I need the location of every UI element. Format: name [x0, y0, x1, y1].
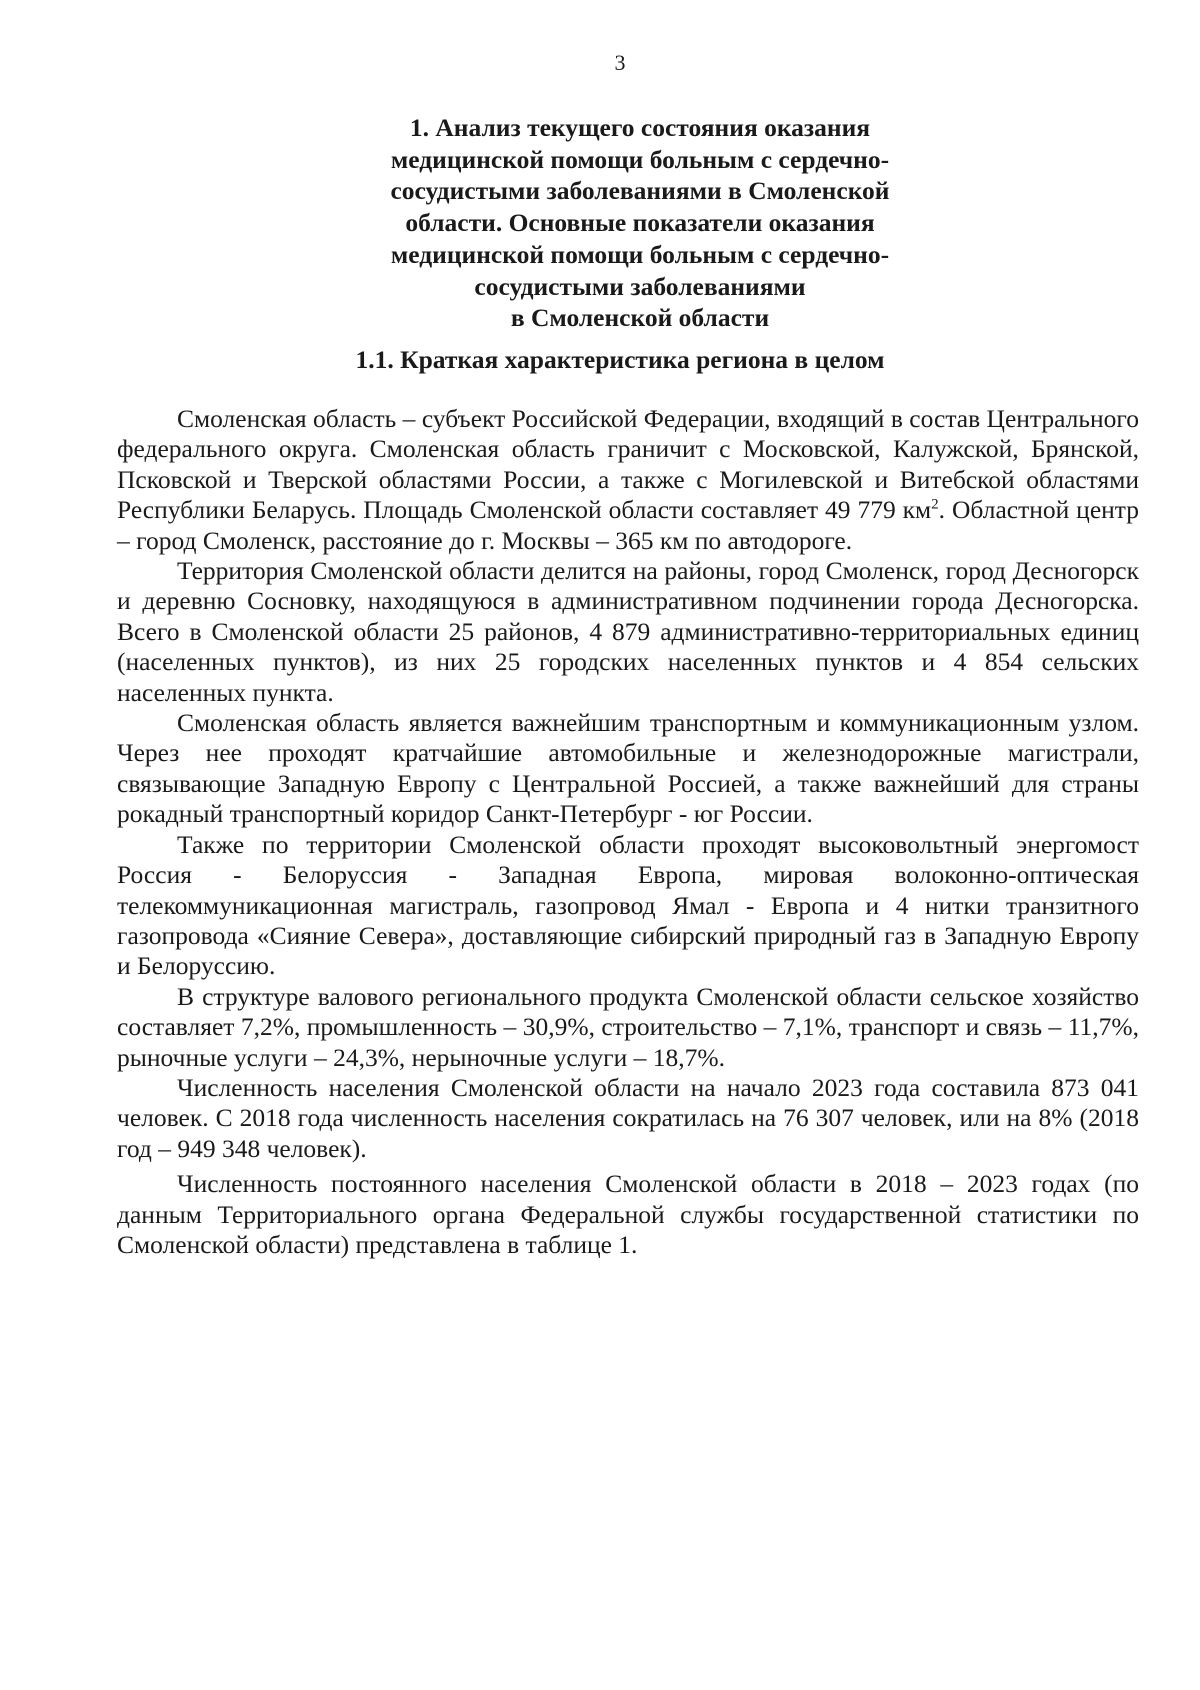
section-heading-line: медицинской помощи больным с сердечно-	[390, 144, 890, 174]
paragraph-population-table-ref: Численность постоянного населения Смоленской области в 2018 – 2023 годах (по данным Территориального органа Федеральной службы государственной статистики по Смоленской области) представлена в таблице 1.	[117, 1169, 1139, 1259]
paragraph-text: Смоленская область – субъект Российской Федерации, входящий в состав Центрального федерального округа. Смоленская область граничит с Московской, Калужской, Брянской, Псковской и Тверской областями России, а также с Могилевской и Витебской областями Республики Беларусь. Площадь Смоленской области составляет 49 779 км	[117, 404, 1139, 525]
body-text	[117, 404, 1139, 1260]
paragraph-transport: Смоленская область является важнейшим транспортным и коммуникационным узлом. Через нее проходят кратчайшие автомобильные и железнодорожные магистрали, связывающие Западную Европу с Центральной Россией, а также важнейший для страны рокадный транспортный коридор Санкт-Петербург - юг России.	[117, 708, 1139, 829]
paragraph-region-overview	[117, 404, 1139, 556]
paragraph-text: . Областной центр – город Смоленск, расстояние до г. Москвы – 365 км по автодороге.	[117, 495, 1139, 555]
section-heading-line: медицинской помощи больным с сердечно-	[390, 239, 890, 269]
section-heading	[345, 112, 935, 334]
paragraph-energy: Также по территории Смоленской области проходят высоковольтный энергомост Россия - Белоруссия - Западная Европа, мировая волоконно-оптическая телекоммуникационная магистраль, газопровод Ямал - Европа и 4 нитки транзитного газопровода «Сияние Севера», доставляющие сибирский природный газ в Западную Европу и Белоруссию.	[117, 829, 1139, 981]
paragraph-population: Численность населения Смоленской области на начало 2023 года составила 873 041 человек. С 2018 года численность населения сократилась на 76 307 человек, или на 8% (2018 год – 949 348 человек).	[117, 1072, 1139, 1163]
paragraph-economy: В структуре валового регионального продукта Смоленской области сельское хозяйство составляет 7,2%, промышленность – 30,9%, строительство – 7,1%, транспорт и связь – 11,7%, рыночные услуги – 24,3%, нерыночные услуги – 18,7%.	[117, 981, 1139, 1072]
section-heading-line: сосудистыми заболеваниями в Смоленской	[390, 176, 890, 206]
section-heading-line: 1. Анализ текущего состояния оказания	[409, 113, 871, 142]
section-heading-line: сосудистыми заболеваниями	[474, 271, 806, 301]
section-heading-line: области. Основные показатели оказания	[405, 208, 875, 238]
area-unit-superscript: 2	[931, 496, 939, 513]
paragraph-territory: Территория Смоленской области делится на районы, город Смоленск, город Десногорск и деревню Сосновку, находящуюся в административном подчинении города Десногорска. Всего в Смоленской области 25 районов, 4 879 административно-территориальных единиц (населенных пунктов), из них 25 городских населенных пунктов и 4 854 сельских населенных пункта.	[117, 556, 1139, 707]
page-number: 3	[614, 50, 626, 75]
section-heading-line: в Смоленской области	[510, 303, 770, 333]
subsection-heading: 1.1. Краткая характеристика региона в целом	[355, 345, 885, 374]
